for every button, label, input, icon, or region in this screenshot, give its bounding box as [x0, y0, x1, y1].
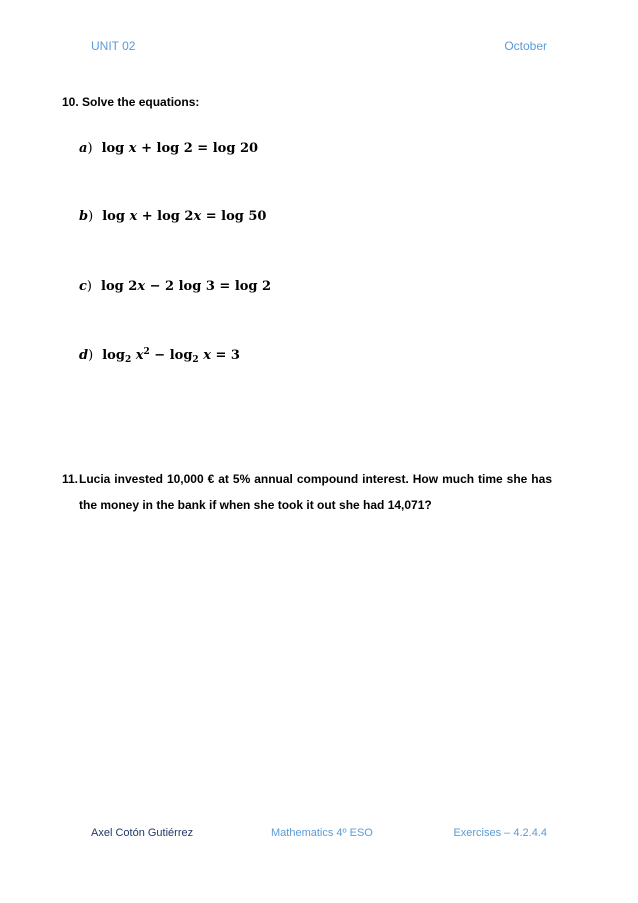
- question-11-number: 11.: [62, 472, 79, 486]
- equation-d-label: d: [79, 348, 89, 363]
- equation-b: b) log x + log 2x = log 50: [79, 209, 267, 224]
- question-11: [62, 466, 552, 518]
- footer-course: Mathematics 4º ESO: [271, 827, 373, 839]
- equation-b-label: b: [79, 209, 89, 224]
- footer-author: Axel Cotón Gutiérrez: [91, 827, 194, 839]
- question-10-title: 10. Solve the equations:: [62, 95, 200, 109]
- equation-d: d) $\log_2 x^2 - \log_2 x = 3$: [79, 347, 240, 365]
- equation-c: c) log 2x − 2 log 3 = log 2: [79, 279, 272, 294]
- equation-c-label: c: [79, 279, 87, 294]
- equation-a: a) log x + log 2 = log 20: [79, 141, 259, 156]
- equation-a-label: a: [79, 141, 88, 156]
- header-month: October: [504, 39, 547, 53]
- footer-exercises: Exercises – 4.2.4.4: [453, 827, 547, 839]
- header-unit: UNIT 02: [91, 39, 136, 53]
- question-11-text: Lucia invested 10,000 € at 5% annual compound interest. How much time she has the money in the bank if when she took it out she had 14,071?: [79, 472, 552, 512]
